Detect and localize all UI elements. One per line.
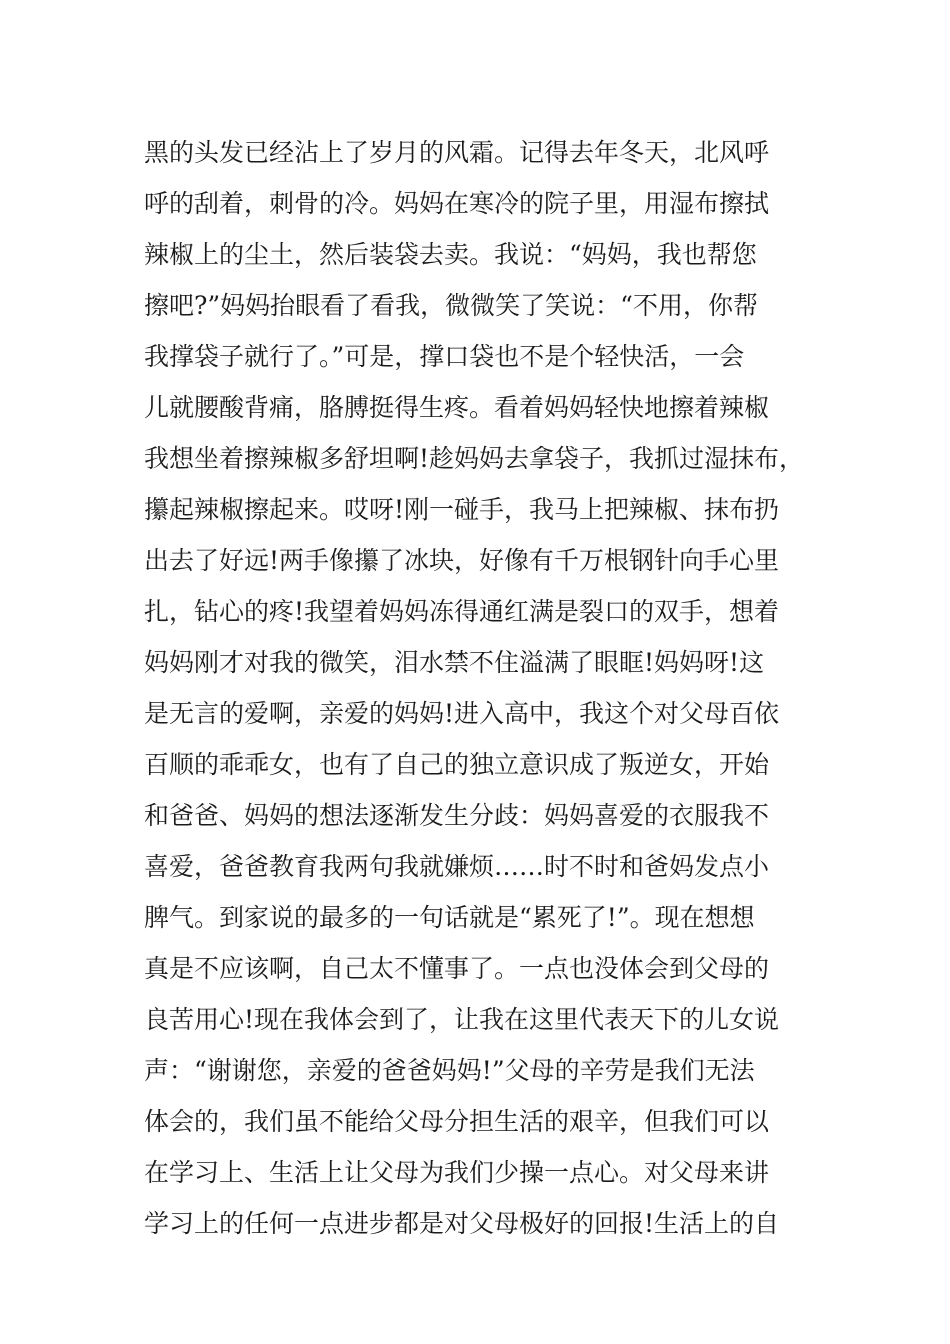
text-line: 妈妈刚才对我的微笑，泪水禁不住溢满了眼眶!妈妈呀!这 <box>144 648 765 677</box>
text-line: 在学习上、生活上让父母为我们少操一点心。对父母来讲 <box>144 1158 770 1187</box>
text-line: 扎，钻心的疼!我望着妈妈冻得通红满是裂口的双手，想着 <box>144 597 780 626</box>
text-line: 儿就腰酸背痛，胳膊挺得生疼。看着妈妈轻快地擦着辣椒 <box>144 393 770 422</box>
text-line: 真是不应该啊，自己太不懂事了。一点也没体会到父母的 <box>144 954 770 983</box>
text-line: 是无言的爱啊，亲爱的妈妈!进入高中，我这个对父母百依 <box>144 699 780 728</box>
text-line: 喜爱，爸爸教育我两句我就嫌烦……时不时和爸妈发点小 <box>144 852 770 881</box>
text-line: 学习上的任何一点进步都是对父母极好的回报!生活上的自 <box>144 1209 780 1238</box>
text-line: 辣椒上的尘土，然后装袋去卖。我说：“妈妈，我也帮您 <box>144 240 757 269</box>
text-line: 黑的头发已经沾上了岁月的风霜。记得去年冬天，北风呼 <box>144 138 770 167</box>
text-line: 和爸爸、妈妈的想法逐渐发生分歧：妈妈喜爱的衣服我不 <box>144 801 770 830</box>
text-line: 出去了好远!两手像攥了冰块，好像有千万根钢针向手心里 <box>144 546 780 575</box>
body-text <box>144 127 834 1249</box>
text-line: 声：“谢谢您，亲爱的爸爸妈妈!”父母的辛劳是我们无法 <box>144 1056 755 1085</box>
text-line: 百顺的乖乖女，也有了自己的独立意识成了叛逆女，开始 <box>144 750 770 779</box>
text-line: 体会的，我们虽不能给父母分担生活的艰辛，但我们可以 <box>144 1107 770 1136</box>
text-line: 擦吧?”妈妈抬眼看了看我，微微笑了笑说：“不用，你帮 <box>144 291 758 320</box>
text-line: 攥起辣椒擦起来。哎呀!刚一碰手，我马上把辣椒、抹布扔 <box>144 495 780 524</box>
text-line: 脾气。到家说的最多的一句话就是“累死了!”。现在想想 <box>144 903 755 932</box>
text-line: 良苦用心!现在我体会到了，让我在这里代表天下的儿女说 <box>144 1005 780 1034</box>
text-line: 我撑袋子就行了。”可是，撑口袋也不是个轻快活，一会 <box>144 342 745 371</box>
text-line: 我想坐着擦辣椒多舒坦啊!趁妈妈去拿袋子，我抓过湿抹布， <box>144 444 805 473</box>
text-line: 呼的刮着，刺骨的冷。妈妈在寒冷的院子里，用湿布擦拭 <box>144 189 770 218</box>
